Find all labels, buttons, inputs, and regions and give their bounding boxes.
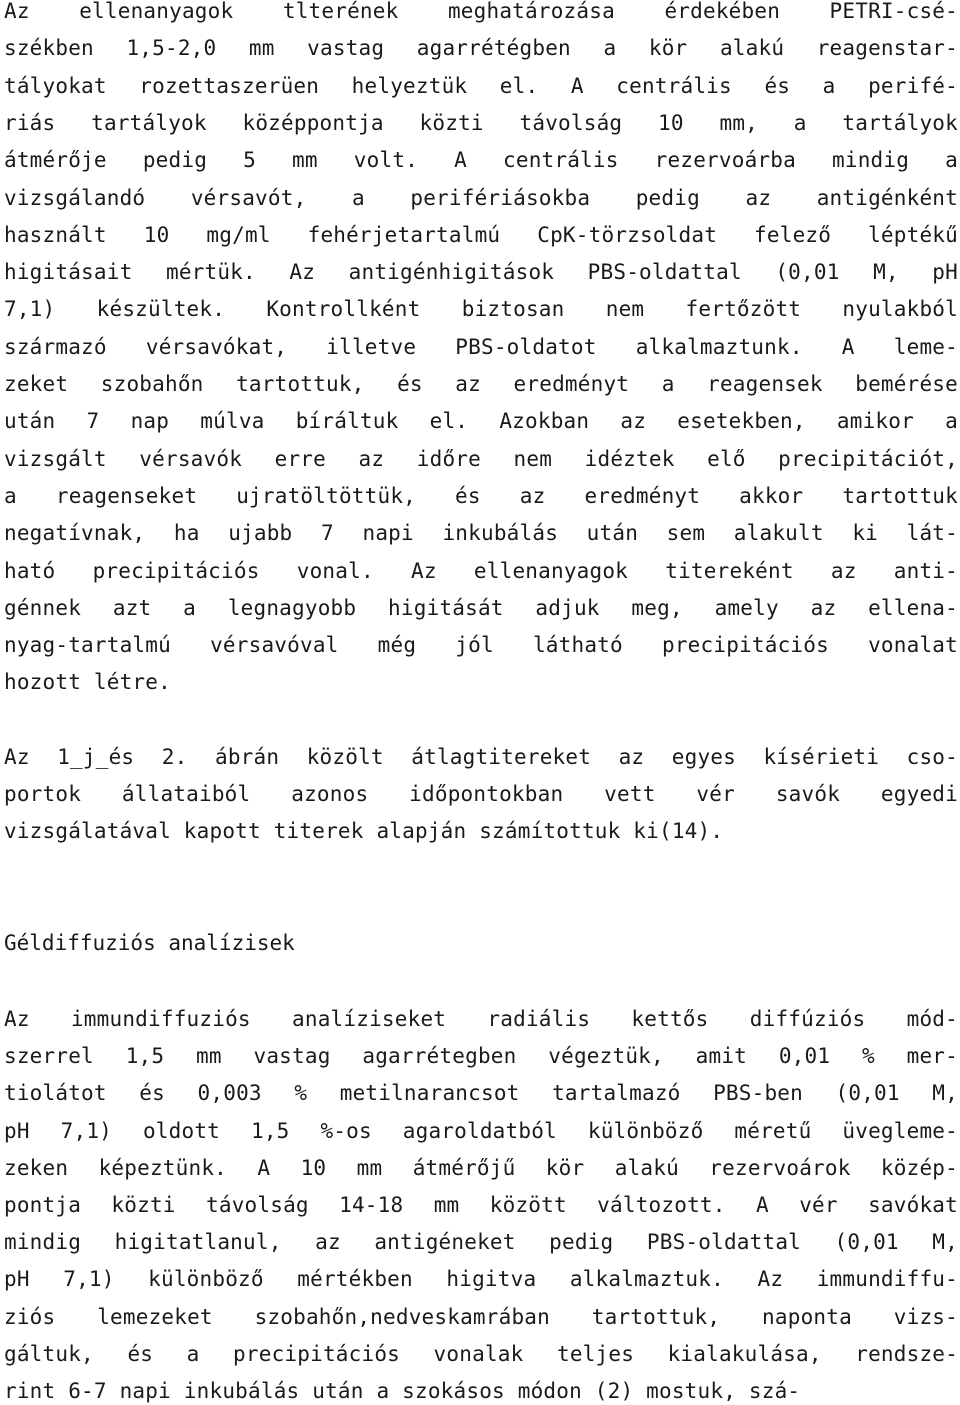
text-line: rint 6-7 napi inkubálás után a szokásos módon (2) mostuk, szá- (4, 1379, 801, 1403)
text-line: mindig higitatlanul, az antigéneket pedig PBS-oldattal (0,01 M, (4, 1230, 958, 1255)
text-line: használt 10 mg/ml fehérjetartalmú CpK-törzsoldat felező léptékű (4, 222, 958, 247)
text-line: tályokat rozettaszerüen helyeztük el. A centrális és a perifé- (4, 73, 958, 98)
text-line: ható precipitációs vonal. Az ellenanyagok titereként az anti- (4, 558, 958, 583)
text-line: átmérője pedig 5 mm volt. A centrális rezervoárba mindig a (4, 148, 958, 173)
text-line: a reagenseket ujratöltöttük, és az eredményt akkor tartottuk (4, 483, 958, 508)
text-line: higitásait mértük. Az antigénhigitások PBS-oldattal (0,01 M, pH (4, 260, 958, 285)
section-heading: Géldiffuziós analízisek (4, 931, 295, 955)
text-line: Az 1_j_és 2. ábrán közölt átlagtitereket az egyes kísérieti cso- (4, 745, 958, 769)
text-line: nyag-tartalmú vérsavóval még jól látható precipitációs vonalat (4, 633, 958, 658)
text-line: zeket szobahőn tartottuk, és az eredményt a reagensek bemérése (4, 372, 958, 396)
text-line: pH 7,1) különböző mértékben higitva alkalmaztuk. Az immundiffu- (4, 1267, 958, 1292)
text-line: zeken képeztünk. A 10 mm átmérőjű kör alakú rezervoárok közép- (4, 1155, 958, 1180)
text-line: génnek azt a legnagyobb higitását adjuk meg, amely az ellena- (4, 595, 958, 620)
text-line: után 7 nap múlva bíráltuk el. Azokban az esetekben, amikor a (4, 409, 958, 434)
text-line: pH 7,1) oldott 1,5 %-os agaroldatból különböző méretű üvegleme- (4, 1118, 958, 1143)
text-line: riás tartályok középpontja közti távolság 10 mm, a tartályok (4, 110, 958, 135)
text-line: székben 1,5-2,0 mm vastag agarrétégben a kör alakú reagenstar- (4, 36, 958, 61)
text-line: szerrel 1,5 mm vastag agarrétegben végeztük, amit 0,01 % mer- (4, 1044, 958, 1069)
text-line: tiolátot és 0,003 % metilnarancsot tartalmazó PBS-ben (0,01 M, (4, 1081, 958, 1106)
text-line: vizsgálatával kapott titerek alapján számítottuk ki(14). (4, 819, 724, 843)
text-line: vizsgálandó vérsavót, a perifériásokba pedig az antigénként (4, 185, 958, 210)
text-line: gáltuk, és a precipitációs vonalak teljes kialakulása, rendsze- (4, 1341, 958, 1366)
text-line: hozott létre. (4, 670, 171, 695)
text-line: Az immundiffuziós analíziseket radiális kettős diffúziós mód- (4, 1007, 958, 1031)
text-line: vizsgált vérsavók erre az időre nem idéztek elő precipitációt, (4, 446, 958, 471)
text-line: Az ellenanyagok tlterének meghatározása érdekében PETRI-csé- (4, 0, 958, 23)
text-line: ziós lemezeket szobahőn,nedveskamrában tartottuk, naponta vizs- (4, 1304, 958, 1329)
text-line: 7,1) készültek. Kontrollként biztosan nem fertőzött nyulakból (4, 297, 958, 322)
text-line: negatívnak, ha ujabb 7 napi inkubálás után sem alakult ki lát- (4, 521, 958, 546)
text-line: portok állataiból azonos időpontokban vett vér savók egyedi (4, 782, 958, 806)
text-line: pontja közti távolság 14-18 mm között változott. A vér savókat (4, 1193, 958, 1217)
text-line: származó vérsavókat, illetve PBS-oldatot alkalmaztunk. A leme- (4, 334, 958, 359)
